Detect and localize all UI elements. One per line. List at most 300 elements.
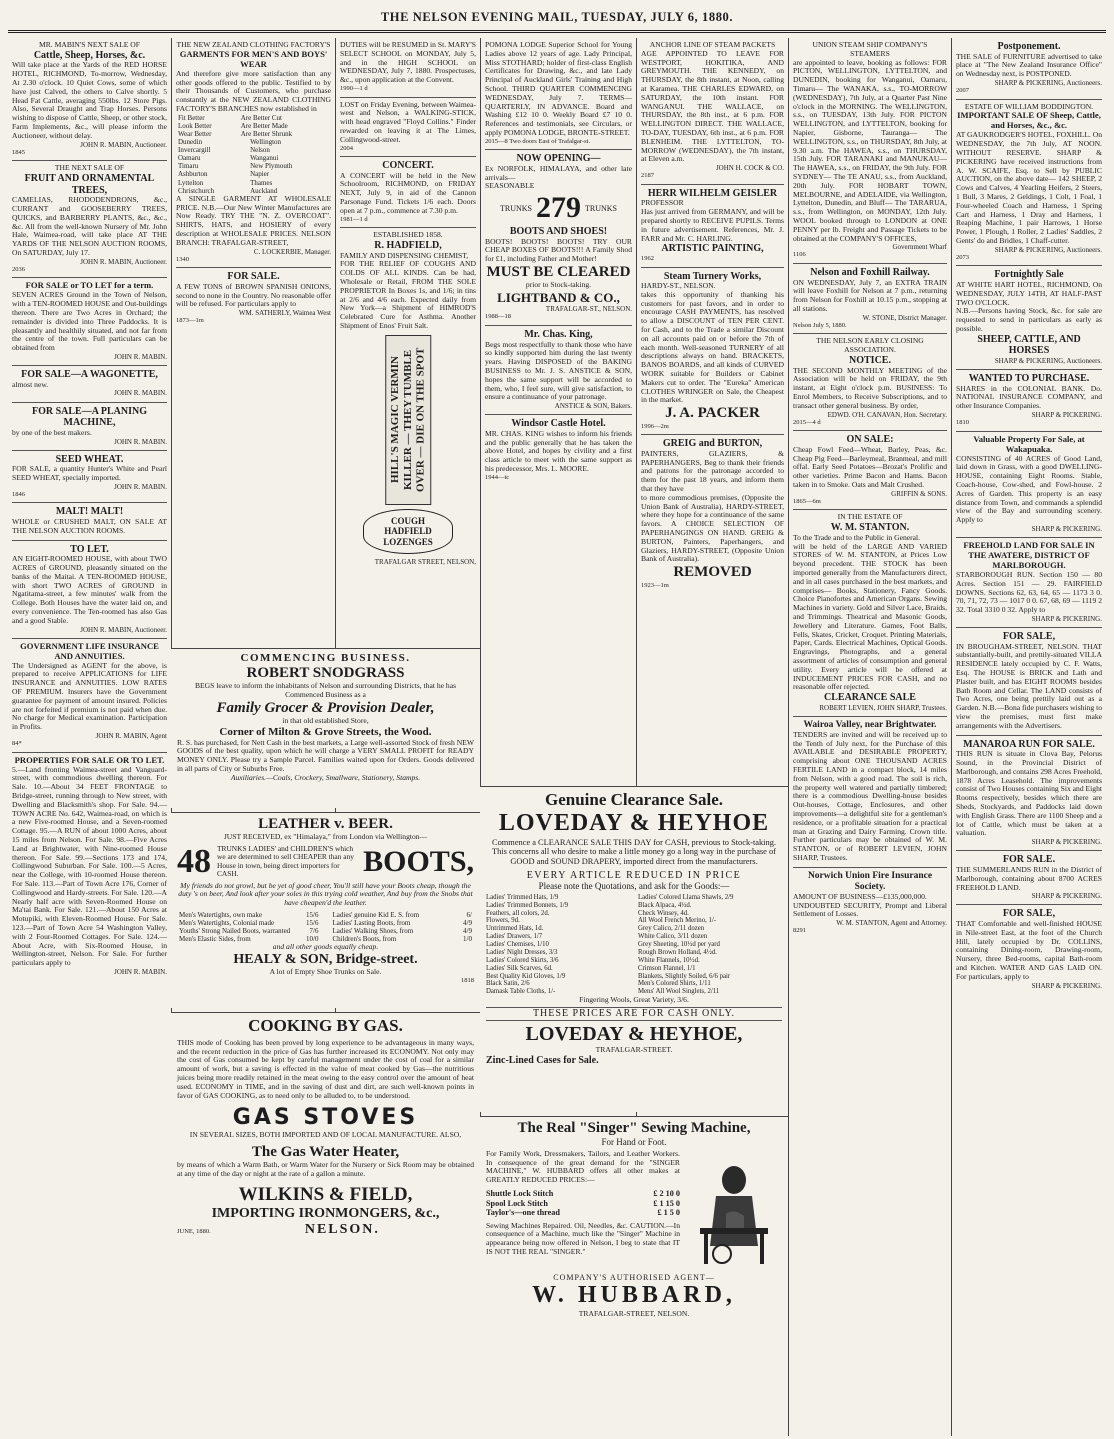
- sewing-machine-illustration: [686, 1150, 782, 1270]
- price-cell: 1/0: [463, 935, 472, 944]
- singer-price-row: [486, 1208, 680, 1218]
- c3-ad-1-ref: 2004: [340, 144, 353, 152]
- gas-body: THIS mode of Cooking has been proved by long experience to be advantageous in many ways, and the recent reduction in the price of Gas has further increased its ECONOMY. Not only may the cost of Gas consumed be kept by careful management under the cost of coal for a similar amount of work, but a saving is effected in the value of meat cooked by Gas—the nutritious juices being more readily retained in the meat owing to the easy control over the amount of heat used. ECONOMY in TIME, and in the saving of dust and dirt, are such well-known points in favor of GAS COOKING, as to need only to be alluded to, to be understood.: [177, 1037, 474, 1100]
- c3-ad-3-title: ESTABLISHED 1858.: [373, 230, 443, 240]
- c7-ad-1-ref: 2073: [956, 253, 969, 261]
- c7-ad-3-heading: WANTED TO PURCHASE.: [968, 373, 1090, 385]
- price-item: Rough Brown Holland, 4½d.: [638, 948, 717, 956]
- price-cell: Men's Elastic Sides, from: [179, 935, 251, 944]
- price-item: Best Quality Kid Gloves, 1/9: [486, 972, 566, 980]
- c6-ad-0-body: are appointed to leave, booking as follows: FOR PICTON, WELLINGTON, LYTTELTON, and DUNEDIN, booking for Wanganui, Oamaru, Timaru— The WANAKA, s.s., TO-MORROW (WEDNESDAY), 7th July, at a Quarter Past Nine o'clock in the MORNING. The WELLINGTON, s.s., on TUESDAY, 13th July. FOR PICTON WELLINGTON, and LYTTELTON, booking for Napier, Gisborne, Tauranga— The WELLINGTON, s.s., on THURSDAY, 8th July, at 9.30 a.m. The HAWEA, s.s., on THURSDAY, 15th July. FOR TARANAKI and MANUKAU— The HAWEA, s.s., on FRIDAY, the 9th July. FOR SYDNEY— The TE ANAU, s.s., from Auckland, 20th July. FOR HOBART TOWN, MELBOURNE, and ADELAIDE, via Wellington, Lyttelton, Dunedin, and Bluff— The TARARUA, s.s., from Wellington, on MONDAY, 12th July. WOOL booked through to LONDON at ONE PENNY per lb. Freight and Passage Tickets to be obtained at the COMPANY'S OFFICES,: [793, 57, 947, 243]
- table-cell: Lyttelton: [178, 178, 204, 187]
- c4-ad-3-body: MR. CHAS. KING wishes to inform his friends and the public generally that he has taken the above Hotel, and hopes by civility and a first class article to meet with the same support as his predecessor, Mrs. L. MOORE.: [485, 428, 632, 474]
- price-item: Grey Sheeting, 10½d per yard: [638, 941, 720, 949]
- c3-ad-2-heading: CONCERT.: [382, 160, 434, 172]
- c7-ad-3: [956, 370, 1102, 432]
- leather-received: JUST RECEIVED, ex "Himalaya," from London via Wellington—: [223, 832, 428, 842]
- c3-ad-3-heading: R. HADFIELD,: [374, 239, 442, 251]
- c3-ad-0: [340, 38, 476, 98]
- machine-name: Taylor's—one thread: [486, 1208, 560, 1218]
- table-cell: Ashburton: [178, 170, 208, 179]
- loveday-right-list: [638, 894, 782, 996]
- c1-ad-4-signature: JOHN R. MABIN.: [114, 437, 167, 446]
- c2-ad-0-signature: C. LOCKERBIE, Manager.: [253, 247, 331, 256]
- c7-ad-9: [956, 905, 1102, 993]
- c7-ad-8: [956, 851, 1102, 905]
- c1-ad-4: [12, 403, 167, 451]
- c4-ad-1-body-2: SEASONABLE: [485, 181, 535, 191]
- c3-ad-2-ref: 1981—1 d: [340, 215, 368, 223]
- c4-ad-1-heading-4: LIGHTBAND & CO.,: [497, 290, 620, 306]
- c7-ad-5-heading: FREEHOLD LAND FOR SALE IN THE AWATERE, DISTRICT OF MARLBOROUGH.: [963, 540, 1095, 571]
- table-cell: Invercargill: [178, 146, 211, 155]
- table-cell: Timaru: [178, 162, 199, 171]
- c4-ad-0: [485, 38, 632, 150]
- loveday-heading: Genuine Clearance Sale.: [544, 790, 723, 809]
- c2-ad-0-body: And therefore give more satisfaction than any other goods offered to the public. Testified to by their Thousands of Customers, who purchase constantly at the NEW ZEALAND CLOTHING FACTORY'S BRANCHES now established in: [176, 68, 331, 113]
- c1-ad-6-heading: MALT! MALT!: [55, 506, 124, 518]
- c1-ad-4-heading: FOR SALE—A PLANING MACHINE,: [31, 405, 147, 429]
- c3-ad-0-body: DUTIES will be RESUMED in St. MARY'S SELECT SCHOOL on MONDAY, July 5, and in the HIGH SCHOOL on WEDNESDAY, July 7, 1880. Prospectuses, &c., upon application at the Convent.: [340, 40, 476, 85]
- c7-ad-5-body: STARBOROUGH RUN. Section 150 — 80 Acres. Section 151 — 29. FAIRFIELD DOWNS. Sections 62, 63, 64, 65 — 1173 3 0. 70, 71, 72, 73 — 1017 0 0. 67, 68, 69 — 1119 2 32. Total 3310 0 32. Apply to: [956, 569, 1102, 615]
- singer-agent-label: COMPANY'S AUTHORISED AGENT—: [553, 1272, 715, 1282]
- c4-ad-3-heading: Windsor Castle Hotel.: [511, 418, 606, 430]
- c4-ad-2-signature: ANSTICE & SON, Bakers.: [554, 402, 632, 411]
- table-cell: Thames: [250, 178, 273, 187]
- c1-ad-7-body: AN EIGHT-ROOMED HOUSE, with about TWO ACRES of GROUND, pleasantly situated on the banks of the Maitai. A TEN-ROOMED HOUSE, with short TWO ACRES of GROUND in Ngatitama-street, a few minutes' walk from the College. Both Houses have the water laid on, and every convenience. The Ten-roomed has also Gas and a good Stable.: [12, 554, 167, 625]
- price-cell: Ladies' Walking Shoes, from: [332, 927, 414, 936]
- leather-trunks-sale: A lot of Empty Shoe Trunks on Sale.: [269, 967, 382, 977]
- c6-ad-0-title: UNION STEAM SHIP COMPANY'S STEAMERS: [812, 40, 928, 58]
- lozenge-badge: COUGH HADFIELD LOZENGES: [363, 509, 453, 554]
- c7-ad-3-ref: 1810: [956, 419, 969, 427]
- price-item: White Calico, 3/11 dozen: [638, 933, 708, 941]
- price-item: Ladies' Colored Llama Shawls, 2/9: [638, 893, 734, 901]
- c7-ad-9-signature: SHARP & PICKERING.: [1031, 981, 1102, 990]
- c7-ad-5-signature: SHARP & PICKERING.: [1031, 614, 1102, 623]
- table-cell: Wellington: [250, 138, 282, 147]
- c1-ad-5-body: FOR SALE, a quantity Hunter's White and Pearl SEED WHEAT, specially imported.: [12, 464, 167, 483]
- snodgrass-name: ROBERT SNODGRASS: [246, 664, 405, 681]
- table-cell: Are Better Shrunk: [240, 129, 293, 138]
- machine-name: Spool Lock Stitch: [486, 1198, 548, 1208]
- c6-ad-3-signature: GRIFFIN & SONS.: [891, 489, 947, 498]
- table-cell: Napier: [250, 170, 270, 179]
- c5-ad-1-body-2: Has just arrived from GERMANY, and will be prepared shortly to RECEIVE PUPILS. Terms in future advertisement. References, Mr. J. FARR and Mr. C. HARLING.: [641, 207, 784, 243]
- table-cell: Are Better Cut: [240, 113, 282, 122]
- c5-ad-0: [641, 38, 784, 185]
- singer-street: TRAFALGAR-STREET, NELSON.: [578, 1308, 690, 1318]
- table-cell: Christchurch: [178, 186, 215, 195]
- c7-ad-0-body: THE SALE of FURNITURE advertised to take place at "The New Zealand Insurance Office" on Wednesday next, is POSTPONED.: [956, 51, 1102, 79]
- price-item: Ladies' Trimmed Hats, 1/9: [486, 893, 559, 901]
- c4-ad-1-body-3: BOOTS! BOOTS! BOOTS! TRY OUR CHEAP BOXES OF BOOTS!!! A Family Shod for £1, including Father and Mother!: [485, 236, 632, 264]
- price-cell: Men's Watertights, own make: [179, 911, 262, 920]
- gas-stoves-sizes: IN SEVERAL SIZES, BOTH IMPORTED AND OF LOCAL MANUFACTURE. ALSO,: [189, 1129, 462, 1139]
- gas-town: NELSON.: [304, 1221, 380, 1237]
- singer-intro: For Family Work, Dressmakers, Tailors, and Leather Workers. In consequence of the great demand for the "SINGER MACHINE," W. HUBBARD offers all other makes at GREATLY REDUCED PRICES:—: [486, 1148, 680, 1185]
- c2-ad-1: [176, 268, 331, 329]
- trunks-left: TRUNKS: [499, 204, 532, 214]
- c1-ad-5-heading: SEED WHEAT.: [55, 453, 124, 465]
- price-item: Ladies' Night Dresses, 3/3: [486, 948, 558, 956]
- c7-ad-4-signature: SHARP & PICKERING.: [1031, 524, 1102, 533]
- leather-mens-prices: [177, 911, 321, 943]
- table-cell: New Plymouth: [250, 162, 293, 171]
- leather-beer-ad: [171, 812, 480, 1008]
- c4-ad-3: [485, 415, 632, 485]
- c1-ad-4-body: by one of the best makers.: [12, 427, 92, 437]
- c7-ad-4-heading: Valuable Property For Sale, at Wakapuaka.: [973, 433, 1085, 454]
- table-cell: Wear Better: [178, 129, 212, 138]
- c7-ad-1-body: AT GAUKRODGER'S HOTEL, FOXHILL. On WEDNESDAY, the 7th July, AT NOON. WITHOUT RESERVE. SHARP & PICKERING have received instructions from A. W. SCAIFE, Esq. to Sell by PUBLIC AUCTION, on the above date— 142 SHEEP, 2 Cows and Calves, 4 Yearling Heifers, 2 Steers, 1 Bull, 3 Mares, 2 Geldings, 1 Colt, 1 Foal, 1 Four-wheeled Coach and Harness, 1 Spring Cart and Harness, 1 Dray and Harness, 1 Reaping Machine, 1 pair Harrows, 1 Horse Power, 1 Plough, 1 Roller, 2 Ladies' Saddles, 2 Gents' do and Bridles, 1 Chaff-cutter.: [956, 130, 1102, 245]
- price-cell: 15/6: [306, 919, 319, 928]
- machine-price: £ 1 15 0: [653, 1198, 680, 1208]
- price-item: Ladies' Colored Skirts, 3/6: [486, 956, 559, 964]
- c5-ad-2-ref: 1996—2m: [641, 422, 669, 430]
- table-cell: Oamaru: [178, 154, 201, 163]
- c4-ad-1-signature: TRAFALGAR-ST., NELSON.: [545, 305, 632, 314]
- c6-ad-2: [793, 334, 947, 431]
- gas-firm: WILKINS & FIELD,: [238, 1183, 413, 1205]
- c7-ad-3-body: SHARES in the COLONIAL BANK. Do. NATIONAL INSURANCE COMPANY, and other Insurance Companies.: [956, 383, 1102, 411]
- c5-ad-1: [641, 185, 784, 268]
- norwich-ref: 8291: [793, 927, 806, 935]
- loveday-name: LOVEDAY & HEYHOE: [498, 809, 770, 836]
- snodgrass-store: in that old established Store,: [282, 716, 369, 726]
- gas-ad: [171, 1012, 480, 1436]
- c6-ad-2-heading: NOTICE.: [849, 354, 891, 366]
- c7-ad-0-ref: 2007: [956, 87, 969, 95]
- c5-ad-0-title: ANCHOR LINE OF STEAM PACKETS: [649, 40, 776, 49]
- c7-ad-1-heading: IMPORTANT SALE OF Sheep, Cattle, and Horses, &c., &c.: [957, 110, 1101, 131]
- singer-sub: For Hand or Foot.: [601, 1137, 667, 1148]
- price-item: Untrimmed Hats, 1d.: [486, 925, 544, 933]
- price-cell: Ladies' genuine Kid E. S. from: [332, 911, 420, 920]
- table-cell: Auckland: [250, 186, 278, 195]
- leather-trunk-count: 48: [177, 843, 211, 881]
- price-cell: 4/9: [463, 919, 472, 928]
- c2-ad-1-signature: WM. SATHERLY, Waimea West: [238, 309, 331, 318]
- c5-ad-2-body-2: takes this opportunity of thanking his customers for past favors, and in order to encourage CASH PAYMENTS, has resolved to allow a DISCOUNT of TEN PER CENT. for Cash, and to the Trade a similar Discount on all accounts paid on or before the 7th of each month. Well-seasoned TURNERY of all descriptions always on hand. BRACKETS, BANOS BOARDS, and all kinds of CURVED WORK suitable for Builders or Cabinet Makers cut to order. The "Eureka" American CLOTHES WRINGER on Sale, the Cheapest in the market.: [641, 289, 784, 405]
- singer-ad: [480, 1116, 788, 1436]
- c6-ad-3: [793, 431, 947, 510]
- c5-ad-2-body: HARDY-ST., NELSON.: [641, 281, 716, 291]
- price-item: Damask Table Cloths, 1/-: [486, 988, 556, 996]
- loveday-cash-only: THESE PRICES ARE FOR CASH ONLY.: [486, 1007, 782, 1021]
- machine-price: £ 2 10 0: [653, 1189, 680, 1199]
- masthead: THE NELSON EVENING MAIL, TUESDAY, JULY 6, 1880.: [380, 10, 734, 24]
- c3-ad-2: [340, 157, 476, 228]
- c7-ad-6-heading: FOR SALE,: [1002, 631, 1056, 643]
- loveday-left-list: [486, 894, 630, 996]
- c6-ad-4-title: IN THE ESTATE OF: [837, 512, 903, 522]
- c1-ad-6: [12, 503, 167, 540]
- loveday-every-article: EVERY ARTICLE REDUCED IN PRICE: [526, 869, 742, 881]
- leather-ladies-prices: [331, 911, 475, 943]
- c6-ad-1-heading: Nelson and Foxhill Railway.: [810, 266, 930, 278]
- snodgrass-heading: COMMENCING BUSINESS.: [240, 652, 411, 664]
- price-cell: 4/9: [463, 927, 472, 936]
- gas-heading: COOKING BY GAS.: [248, 1016, 403, 1035]
- c1-ad-3: [12, 366, 167, 403]
- c5-ad-3-body: PAINTERS, GLAZIERS, & PAPERHANGERS, Beg to thank their friends and patrons for the patronage accorded to them for the past 18 years, and inform them that they have: [641, 448, 784, 493]
- leather-boots: BOOTS,: [363, 844, 474, 878]
- c7-ad-2-body: AT WHITE HART HOTEL, RICHMOND, On WEDNESDAY, JULY 14TH, AT HALF-PAST TWO O'CLOCK.: [956, 279, 1102, 307]
- c5-ad-3-ref: 1923—1m: [641, 581, 669, 589]
- gas-water-heater: The Gas Water Heater,: [251, 1143, 400, 1160]
- c7-ad-9-heading: FOR SALE,: [1002, 908, 1056, 920]
- c7-ad-2: [956, 266, 1102, 370]
- c6-ad-2-ref: 2015—4 d: [793, 418, 821, 426]
- c1-ad-8-heading: GOVERNMENT LIFE INSURANCE AND ANNUITIES.: [20, 640, 159, 661]
- c3-ad-3-body-2: FOR THE RELIEF OF COUGHS AND COLDS OF ALL KINDS. Can be had, Wholesale or Retail, FROM THE SOLE PROPRIETOR In Boxes 1s, and 1/6; in tins at 2/6 and 4/6 each. Expected daily from New York—a Shipment of HIMROD'S Celebrated Cure for Asthma. Another Shipment of Enos' Fruit Salt.: [340, 259, 476, 330]
- c6-ad-4: [793, 510, 947, 716]
- c4-ad-2: [485, 326, 632, 415]
- price-cell: Children's Boots, from: [332, 935, 397, 944]
- c7-ad-2-heading-2: SHEEP, CATTLE, AND HORSES: [977, 333, 1081, 357]
- c7-ad-7-heading: MANAROA RUN FOR SALE.: [963, 738, 1095, 750]
- c5-ad-0-signature: JOHN H. COCK & CO.: [715, 164, 784, 173]
- snodgrass-trade: Family Grocer & Provision Dealer,: [216, 699, 435, 716]
- trunks-right: TRUNKS: [585, 204, 618, 214]
- loveday-street: TRAFALGAR-STREET.: [595, 1044, 673, 1054]
- snodgrass-location: Corner of Milton & Grove Streets, the Wood.: [219, 725, 432, 738]
- c5-ad-1-heading-2: ARTISTIC PAINTING,: [661, 243, 764, 255]
- c1-ad-9: [12, 753, 167, 980]
- price-item: Black Satin, 2/6: [486, 980, 530, 988]
- singer-caution: Sewing Machines Repaired. Oil, Needles, &c. CAUTION.—In consequence of a Machine, much like the "Singer" Machine in appearance being now offered in Nelson, I beg to state that IT IS NOT THE REAL "SINGER.": [486, 1220, 680, 1256]
- c7-ad-0-heading: Postponement.: [997, 41, 1061, 52]
- c5-ad-1-heading: HERR WILHELM GEISLER: [647, 187, 778, 199]
- price-item: Check Winsey, 4d.: [638, 909, 689, 917]
- c7-ad-2-body-2: N.B.—Persons having Stock, &c. for sale are requested to send in particulars as early as possible.: [956, 306, 1102, 333]
- c2-ad-0-body-2: A SINGLE GARMENT AT WHOLESALE PRICE. N.B.—Our New Winter Manufactures are Now Ready. TRY THE "N. Z. OVERCOAT". SHIRTS, HATS, and HOSIERY of every description at WHOLESALE PRICES. NELSON BRANCH: TRAFALGAR-STREET,: [176, 193, 331, 247]
- price-item: Men's Colored Shirts, 1/11: [638, 980, 711, 988]
- price-item: White Flannels, 10½d.: [638, 956, 700, 964]
- c2-ad-0-towns: [176, 138, 331, 195]
- c5-ad-0-ref: 2187: [641, 172, 654, 180]
- leather-verse: My friends do not growl, but be yet of good cheer, You'll still have your Boots cheap, though the duty 's on beer, And look after your soles in this trying cold weather, And buy from the Snobs that have cheapen'd the leather.: [178, 880, 473, 908]
- wairoa-heading: Wairoa Valley, near Brightwater.: [803, 719, 937, 730]
- c6-ad-4-signature: ROBERT LEVIEN, JOHN SHARP, Trustees.: [819, 703, 947, 712]
- c1-ad-0-ref: 1845: [12, 148, 25, 156]
- c4-ad-1-ref: 1988—18: [485, 313, 511, 321]
- c6-ad-1-signature: W. STONE, District Manager.: [862, 313, 947, 322]
- c7-ad-7: [956, 736, 1102, 852]
- c3-ad-3-body: FAMILY AND DISPENSING CHEMIST,: [340, 250, 469, 260]
- c1-ad-5: [12, 451, 167, 504]
- c7-ad-8-heading: FOR SALE.: [1002, 854, 1056, 866]
- c4-ad-0-body: POMONA LODGE Superior School for Young Ladies above 12 years of age. Lady Principal, Miss STOTHARD; holder of first-class English Certificates for Drawing, &c., and late Lady Principal of Auckland Girls' Training and High School. THIRD QUARTER COMMENCING WEDNESDAY, July 7. TERMS—QUARTERLY, IN ADVANCE. Board and Washing £12 10 0. Weekly Board £7 10 0. References and testimonials, see Circulars, or apply POMONA LODGE, BRONTE-STREET.: [485, 40, 632, 137]
- c6-ad-2-body: THE SECOND MONTHLY MEETING of the Association will be held on FRIDAY, the 9th instant, at Eight o'clock p.m. BUSINESS: To Enrol Members, to Receive Subscriptions, and to transact other general business. By order,: [793, 365, 947, 410]
- c1-ad-5-signature: JOHN R. MABIN.: [114, 482, 167, 491]
- c1-ad-2-heading: FOR SALE or TO LET for a term.: [25, 280, 154, 291]
- c6-ad-4-body-2: will be held of the LARGE AND VARIED STORES of W. M. STANTON, at Prices Low beyond precedent. THE STOCK has been imported generally from the Manufacturers direct, and in all cases purchased in the best markets, and comprises— Books, Stationery, Fancy Goods. Choice Pianofortes and American Organs. Sewing Machines in variety. Gold and Silver Lace, Braids, and Trimmings. Theatrical and Masonic Goods, Jewellery and Literature. Games, Foot Balls, Fells, Skates, Cricket, Croquet. Printing Materials, Paper, Cards. Electrical Machines, Optical Goods. Engravings, Photographs, and a general assortment of articles of consumption and general utility. Every article will be offered at INDUCEMENT PRICES FOR CASH, and no reasonable offer rejected.: [793, 541, 947, 692]
- c5-ad-3-heading: GREIG and BURTON,: [662, 438, 763, 450]
- table-cell: Are Better Made: [240, 121, 288, 130]
- loveday-name-footer: LOVEDAY & HEYHOE,: [525, 1022, 743, 1045]
- c6-ad-0: [793, 38, 947, 264]
- c6-ad-0-signature: Government Wharf: [892, 243, 947, 252]
- c1-ad-8-signature: JOHN R. MABIN, Agent: [95, 732, 167, 741]
- price-item: Flowers, 9d.: [486, 917, 520, 925]
- loveday-zinc-cases: Zinc-Lined Cases for Sale.: [486, 1054, 599, 1066]
- price-item: Black Alpaca, 4½d.: [638, 901, 692, 909]
- c5-ad-1-ref: 1962: [641, 254, 654, 262]
- c4-ad-1: [485, 150, 632, 326]
- loveday-wools: Fingering Wools, Great Variety, 3/6.: [579, 995, 689, 1005]
- gas-heater-body: by means of which a Warm Bath, or Warm Water for the Nursery or Sick Room may be obtained at any time of the day or night at the rate of a gallon a minute.: [177, 1160, 474, 1178]
- price-cell: 6/: [466, 911, 472, 920]
- leather-trunks-text: TRUNKS LADIES' and CHILDREN'S which we are determined to sell CHEAPER than any House in town, being direct importers for CASH.: [217, 843, 354, 879]
- c1-ad-9-body: 5.—Land fronting Waimea-street and Vanguard-street, with commodious dwelling thereon. For Sale. 10.—About 34 FEET FRONTAGE to Bridge-street, running through to New street, with Dwelling and Blacksmith's shop. For Sale. 94.—TOWN ACRE No. 642, Waimea-road, on which is a new Five-roomed House, and a Seven-roomed Cottage. 95.—A RUN of about 1000 Acres, about 15 miles from Nelson. For Sale. 98.—Five Acres Land at Brightwater, with Nine-roomed House thereon. For Sale. 99.—Sections 173 and 174, Collingwood Suburban. For Sale. 100.—5 Acres, near the College, with 10-roomed House thereon. For Sale. 113.—Part of Town Acre 176, Corner of Collingwood and Hardy-streets. For Sale. 120.—A Nearly half acre with Seven-Roomed House on Ma'tai Bank. For Sale. 121.—About 150 Acres at Motupiki, with Eleven-Roomed House. For Sale. 123.—Part of Town Acre 54 Washington Valley, with 2 Four-Roomed Cottages. For Sale. 124.—About Acre, with Six-Roomed House, in Wellington-street, Nelson. For Sale. For further particulars apply to: [12, 764, 167, 968]
- snodgrass-auxiliaries: Auxiliaries.—Coals, Crockery, Smallware, Stationery, Stamps.: [230, 772, 421, 782]
- c3-ad-1-body: LOST on Friday Evening, between Waimea-west and Nelson, a WALKING-STICK, with head engraved "Floyd Collins." Finder rewarded on leaving it at The Limes, Collingwood-street.: [340, 99, 476, 144]
- c1-ad-3-signature: JOHN R. MABIN.: [114, 389, 167, 398]
- c7-ad-6: [956, 628, 1102, 736]
- norwich-heading: Norwich Union Fire Insurance Society.: [807, 870, 933, 892]
- table-cell: Fit Better: [178, 113, 205, 122]
- wairoa-body: TENDERS are invited and will be received up to the Tenth of July next, for the Purchase of this AVAILABLE and DESIRABLE PROPERTY, comprising about ONE THOUSAND ACRES FERTILE LAND in a compact block, 14 miles from Nelson, with a good road. The soil is rich, the property well watered and partially timbered; there is a commodious Dwelling-house besides Out-houses, Cottage, Enclosures, and other improvements—a delightful site for a gentleman's residence, or a profitable situation for a practical man at Grazing and Dairy Farming. Crown title. Further particulars may be obtained of W. M. STANTON, or of ROBERT LEVIEN, JOHN SHARP, Trustees.: [793, 729, 947, 863]
- c2-ad-1-body: A FEW TONS of BROWN SPANISH ONIONS, second to none in the Country. No reasonable offer will be refused. For particulars apply to: [176, 281, 331, 309]
- table-cell: Look Better: [178, 121, 212, 130]
- leather-firm: HEALY & SON, Bridge-street.: [233, 952, 418, 968]
- singer-price-list: [486, 1189, 680, 1218]
- c4-ad-3-ref: 1944—tc: [485, 473, 510, 481]
- c1-ad-1-body: CAMELIAS, RHODODENDRONS, &c., CURRANT and GOOSEBERRY TREES, QUICKS, and BARBERRY PLANTS, &c., &c., &c. All from the well-known Nursery of Mr. John Hale, Waimea-road, will take place AT THE YARDS OF THE NELSON AUCTION ROOMS, On SATURDAY, July 17.: [12, 195, 167, 257]
- c7-ad-6-body: IN BROUGHAM-STREET, NELSON. THAT substantially-built, and prettily-situated VILLA RESIDENCE lately occupied by C. F. Watts, Esq. The HOUSE is BRICK and Lath and Plaster built, and has EIGHT ROOMS besides Bath Room and Cellar. The LAND consists of Two Acres, one being prettily laid out as a Garden. N.B.—Bona fide purchasers wishing to view the premises, must first make arrangements with the Advertisers.: [956, 641, 1102, 730]
- c7-ad-3-signature: SHARP & PICKERING.: [1031, 411, 1102, 420]
- price-cell: Youths' Strong Nailed Boots, warranted: [179, 927, 291, 936]
- c6-ad-1-body: ON WEDNESDAY, July 7, an EXTRA TRAIN will leave Foxhill for Nelson at 7 p.m., returning from Nelson for Foxhill at 10.15 p.m., stopping at all stations.: [793, 277, 947, 313]
- price-item: Mens' All Wool Singlets, 2/11: [638, 988, 720, 996]
- c2-ad-0-heading: GARMENTS FOR MEN'S AND BOYS' WEAR: [179, 48, 328, 69]
- singer-agent-name: W. HUBBARD,: [532, 1282, 736, 1309]
- singer-heading: The Real "Singer" Sewing Machine,: [517, 1120, 751, 1136]
- price-cell: 7/6: [309, 927, 319, 936]
- c1-ad-8-ref: 84*: [12, 740, 22, 748]
- loveday-quotations: Please note the Quotations, and ask for the Goods:—: [538, 881, 730, 892]
- c3-ad-0-ref: 1990—1 d: [340, 84, 368, 92]
- c5-ad-3-heading-2: REMOVED: [673, 564, 752, 581]
- norwich-body: AMOUNT OF BUSINESS—£135,000,000.: [793, 891, 927, 901]
- vermin-killer-illustration: HILL'S MAGIC VERMIN KILLER — THEY TUMBLE OVER — DIE ON THE SPOT: [385, 335, 431, 505]
- price-cell: Men's Watertights, Colonial made: [179, 919, 275, 928]
- c1-ad-9-heading: PROPERTIES FOR SALE OR TO LET.: [14, 754, 165, 765]
- gas-firm-trade: IMPORTING IRONMONGERS, &c.,: [211, 1205, 440, 1221]
- c4-ad-1-heading-2: BOOTS AND SHOES!: [509, 226, 608, 238]
- c1-ad-8-body: The Undersigned as AGENT for the above, is prepared to receive APPLICATIONS for LIFE INSURANCE and ANNUITIES. LOW RATES OF PREMIUM. Insurers have the Government guarantee for payment of amount insured. Policies are not forfeited if premium is not paid when due. No charge for Medical examination. Participation in Profits.: [12, 660, 167, 732]
- c4-ad-1-heading-3: MUST BE CLEARED: [486, 264, 631, 281]
- c1-ad-1: [12, 161, 167, 278]
- price-item: Ladies' Silk Scarves, 6d.: [486, 964, 553, 972]
- price-item: Ladies' Trimmed Bonnets, 1/9: [486, 901, 569, 909]
- c1-ad-1-signature: JOHN R. MABIN, Auctioneer.: [80, 257, 167, 266]
- machine-name: Shuttle Lock Stitch: [486, 1189, 554, 1199]
- c1-ad-0-heading: Cattle, Sheep, Horses, &c.: [33, 49, 146, 61]
- norwich-ad: [793, 868, 947, 939]
- c7-ad-2-signature: SHARP & PICKERING, Auctioneers.: [994, 356, 1102, 365]
- table-cell: Dunedin: [178, 138, 203, 147]
- c6-ad-3-heading: ON SALE:: [846, 434, 894, 446]
- c6-ad-2-title: THE NELSON EARLY CLOSING ASSOCIATION.: [816, 336, 924, 355]
- c6-ad-1: [793, 264, 947, 334]
- c7-ad-7-signature: SHARP & PICKERING.: [1031, 838, 1102, 847]
- column-1: [8, 38, 171, 1436]
- c4-ad-1-heading: NOW OPENING—: [516, 153, 601, 165]
- singer-price-row: [486, 1189, 680, 1199]
- loveday-intro: Commence a CLEARANCE SALE THIS DAY for CASH, previous to Stock-taking. This concerns all who desire to make a little money go a long way in the purchase of GOOD and SOUND DRAPERY, imported direct from the manufacturers.: [492, 837, 776, 867]
- c4-ad-2-body: Begs most respectfully to thank those who have so kindly supported him during the last twenty years. Having DISPOSED of the BAKING BUSINESS to Mr. J. S. ANSTICE & SON, hopes the same support will be accorded to them, who, I feel sure, will give satisfaction, to ensure a continuance of your patronage.: [485, 339, 632, 402]
- c6-ad-4-heading: W. M. STANTON.: [830, 522, 910, 534]
- price-item: Crimson Flannel, 1/1: [638, 964, 696, 972]
- c7-ad-1-title: ESTATE OF WILLIAM BODDINGTON.: [964, 101, 1094, 111]
- c7-ad-1-signature: SHARP & PICKERING, Auctioneers.: [994, 245, 1102, 254]
- c1-ad-0-title: MR. MABIN'S NEXT SALE OF: [38, 40, 140, 49]
- c1-ad-0-signature: JOHN R. MABIN, Auctioneer.: [80, 140, 167, 149]
- c1-ad-1-heading: FRUIT AND ORNAMENTAL TREES,: [24, 173, 155, 196]
- c3-ad-2-body: A CONCERT will be held in the New Schoolroom, RICHMOND, on FRIDAY NEXT, July 9, in aid of the Cannon Parsonage Fund. Tickets 1/6 each. Doors open at 7 p.m., commence at 7.30 p.m.: [340, 170, 476, 215]
- c6-ad-0-ref: 1106: [793, 251, 806, 259]
- gas-stoves: GAS STOVES: [232, 1105, 419, 1131]
- c4-ad-2-heading: Mr. Chas. King,: [524, 328, 593, 340]
- table-cell: Nelson: [250, 146, 270, 155]
- c3-ad-3-signature: TRAFALGAR STREET, NELSON,: [374, 558, 476, 567]
- c2-ad-1-ref: 1873—1m: [176, 317, 204, 325]
- c2-ad-0: [176, 38, 331, 268]
- trunks-row: [485, 191, 632, 226]
- c3-ad-1: [340, 98, 476, 158]
- c6-ad-4-heading-2: CLEARANCE SALE: [824, 692, 916, 704]
- norwich-body-2: UNDOUBTED SECURITY, Prompt and Liberal Settlement of Losses.: [793, 900, 947, 919]
- c4-ad-1-body-4: prior to Stock-taking.: [525, 280, 592, 290]
- snodgrass-intro: BEGS leave to inform the inhabitants of Nelson and surrounding Districts, that he has Commenced Business as a: [194, 681, 457, 699]
- price-item: Grey Calico, 2/11 dozen: [638, 925, 705, 933]
- leather-ref: 1818: [461, 977, 474, 985]
- c7-ad-2-heading: Fortnightly Sale: [994, 269, 1064, 281]
- c5-ad-2-heading: Steam Turnery Works,: [663, 270, 762, 282]
- c1-ad-5-ref: 1846: [12, 490, 25, 498]
- c5-ad-2-heading-2: J. A. PACKER: [665, 405, 760, 422]
- c5-ad-3: [641, 435, 784, 593]
- c1-ad-2-body: SEVEN ACRES Ground in the Town of Nelson, with a TEN-ROOMED HOUSE and Out-buildings thereon. There are Two Acres in Orchard; the remainder is divided into Three Paddocks. It is pleasantly and healthily situated, and not far from the centre of the town. Full particulars can be obtained from: [12, 290, 167, 353]
- machine-price: £ 1 5 0: [657, 1208, 680, 1218]
- c1-ad-1-title: THE NEXT SALE OF: [54, 163, 125, 173]
- price-cell: 10/0: [306, 935, 319, 944]
- c3-ad-3: [340, 228, 476, 570]
- c2-ad-0-rows: [176, 114, 331, 138]
- price-cell: Ladies' Lasting Boots, from: [332, 919, 411, 928]
- c1-ad-7-heading: TO LET.: [70, 543, 109, 555]
- c1-ad-7: [12, 541, 167, 639]
- c1-ad-2: [12, 278, 167, 366]
- wairoa-ad: [793, 717, 947, 868]
- c4-ad-0-ref: 2015—8 Two doors East of Trafalgar-st.: [485, 137, 591, 145]
- c7-ad-8-signature: SHARP & PICKERING.: [1031, 892, 1102, 901]
- c1-ad-0-body: Will take place at the Yards of the RED HORSE HOTEL, RICHMOND, To-morrow, Wednesday, At 2.30 o'clock. 10 Quiet Cows, some of which have just Calved, the others to Calve shortly. 5 Head Fat Cattle, averaging 550lbs. 12 Store Pigs. Also, Several Draught and Trap Horses. Persons wishing to dispose of Cattle, Sheep, or other stock, Farm Implements, &c., will please inform the Auctioneer, without delay.: [12, 60, 167, 140]
- leather-note: and all other goods equally cheap.: [272, 942, 379, 952]
- c7-ad-0-signature: SHARP & PICKERING, Auctioneers.: [994, 78, 1102, 87]
- c1-ad-3-heading: FOR SALE—A WAGONETTE,: [21, 369, 158, 381]
- c1-ad-7-signature: JOHN R. MABIN, Auctioneer.: [80, 625, 167, 634]
- gas-date: JUNE, 1880.: [177, 1227, 211, 1235]
- c7-ad-5: [956, 538, 1102, 628]
- column-7: [951, 38, 1106, 1436]
- c6-ad-2-signature: EDWD. O'H. CANAVAN, Hon. Secretary.: [827, 410, 947, 419]
- c5-ad-2: [641, 268, 784, 436]
- price-item: Feathers, all colors, 2d.: [486, 909, 550, 917]
